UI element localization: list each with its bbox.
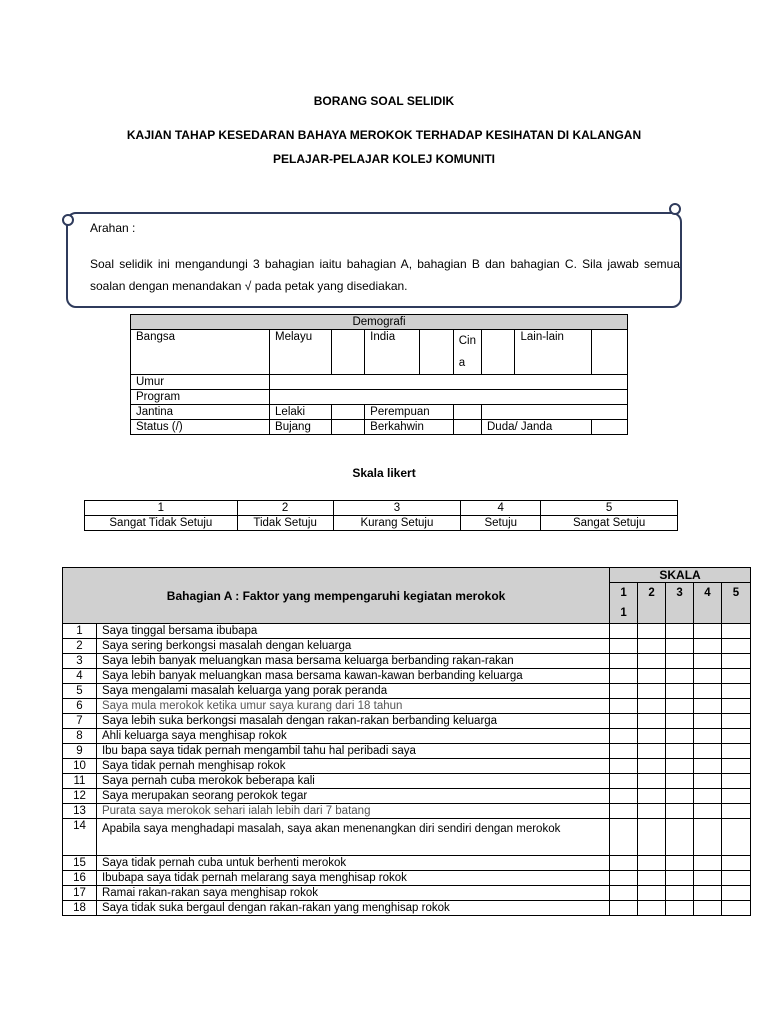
table-row xyxy=(63,774,751,789)
scale-checkbox-1[interactable] xyxy=(610,886,638,901)
scale-checkbox-2[interactable] xyxy=(638,729,666,744)
scale-checkbox-1[interactable] xyxy=(610,624,638,639)
scale-checkbox-5[interactable] xyxy=(721,856,750,871)
table-row xyxy=(63,654,751,669)
item-number: 13 xyxy=(63,804,97,819)
skala-number: 2 xyxy=(638,583,666,624)
scale-checkbox-4[interactable] xyxy=(694,639,722,654)
skala-extra-number: 1 xyxy=(620,607,627,619)
table-row xyxy=(63,804,751,819)
table-row xyxy=(63,714,751,729)
cina-label-part2: a xyxy=(458,357,466,369)
lelaki-checkbox[interactable] xyxy=(331,405,364,420)
scale-checkbox-3[interactable] xyxy=(666,744,694,759)
scale-checkbox-4[interactable] xyxy=(694,759,722,774)
scale-checkbox-5[interactable] xyxy=(721,886,750,901)
likert-label: Tidak Setuju xyxy=(237,516,333,531)
item-statement: Saya pernah cuba merokok beberapa kali xyxy=(96,774,609,789)
instructions-label: Arahan : xyxy=(90,221,136,235)
table-row xyxy=(63,684,751,699)
scale-checkbox-5[interactable] xyxy=(721,871,750,886)
bujang-checkbox[interactable] xyxy=(331,420,364,435)
scale-checkbox-3[interactable] xyxy=(666,886,694,901)
lelaki-label: Lelaki xyxy=(270,405,332,420)
scale-checkbox-3[interactable] xyxy=(666,804,694,819)
scale-checkbox-4[interactable] xyxy=(694,744,722,759)
scale-checkbox-4[interactable] xyxy=(694,871,722,886)
scale-checkbox-2[interactable] xyxy=(638,624,666,639)
scale-checkbox-5[interactable] xyxy=(721,624,750,639)
scale-checkbox-1[interactable] xyxy=(610,669,638,684)
scale-checkbox-2[interactable] xyxy=(638,819,666,856)
umur-field[interactable] xyxy=(270,375,628,390)
item-statement: Saya tidak pernah cuba untuk berhenti merokok xyxy=(96,856,609,871)
instructions-text: Soal selidik ini mengandungi 3 bahagian iaitu bahagian A, bahagian B dan bahagian C. Sila jawab semua soalan dengan menandakan √ pada petak yang disediakan. xyxy=(90,257,680,293)
scale-checkbox-1[interactable] xyxy=(610,729,638,744)
india-label: India xyxy=(365,330,420,375)
scale-checkbox-2[interactable] xyxy=(638,744,666,759)
scale-checkbox-2[interactable] xyxy=(638,714,666,729)
scroll-curl-right-icon xyxy=(669,203,681,215)
bangsa-label: Bangsa xyxy=(131,330,270,375)
perempuan-checkbox[interactable] xyxy=(453,405,481,420)
item-number: 18 xyxy=(63,901,97,916)
scale-checkbox-1[interactable] xyxy=(610,759,638,774)
scale-checkbox-3[interactable] xyxy=(666,684,694,699)
scale-checkbox-2[interactable] xyxy=(638,856,666,871)
item-statement: Saya tidak suka bergaul dengan rakan-rakan yang menghisap rokok xyxy=(96,901,609,916)
item-statement: Saya sering berkongsi masalah dengan keluarga xyxy=(96,639,609,654)
scale-checkbox-5[interactable] xyxy=(721,684,750,699)
table-row xyxy=(63,639,751,654)
likert-number: 2 xyxy=(237,501,333,516)
section-a-table xyxy=(62,567,751,916)
scale-checkbox-3[interactable] xyxy=(666,639,694,654)
table-row xyxy=(63,624,751,639)
table-row xyxy=(63,886,751,901)
table-row xyxy=(63,729,751,744)
likert-title: Skala likert xyxy=(352,466,416,480)
item-number: 4 xyxy=(63,669,97,684)
scale-checkbox-2[interactable] xyxy=(638,901,666,916)
scale-checkbox-1[interactable] xyxy=(610,804,638,819)
item-number: 14 xyxy=(63,819,97,856)
lain-lain-checkbox[interactable] xyxy=(591,330,627,375)
item-number: 9 xyxy=(63,744,97,759)
scale-checkbox-4[interactable] xyxy=(694,886,722,901)
bujang-label: Bujang xyxy=(270,420,332,435)
likert-number: 4 xyxy=(461,501,541,516)
item-number: 8 xyxy=(63,729,97,744)
item-statement: Saya tinggal bersama ibubapa xyxy=(96,624,609,639)
demographics-title: Demografi xyxy=(131,315,628,330)
likert-label: Setuju xyxy=(461,516,541,531)
item-statement: Saya lebih banyak meluangkan masa bersama kawan-kawan berbanding keluarga xyxy=(96,669,609,684)
skala-number: 5 xyxy=(721,583,750,624)
cina-label-part1: Cin xyxy=(458,335,476,347)
perempuan-label: Perempuan xyxy=(365,405,454,420)
scale-checkbox-4[interactable] xyxy=(694,684,722,699)
scale-checkbox-2[interactable] xyxy=(638,789,666,804)
section-a-title: Bahagian A : Faktor yang mempengaruhi kegiatan merokok xyxy=(63,568,610,624)
scale-checkbox-1[interactable] xyxy=(610,901,638,916)
scale-checkbox-3[interactable] xyxy=(666,819,694,856)
scale-checkbox-2[interactable] xyxy=(638,804,666,819)
scale-checkbox-4[interactable] xyxy=(694,901,722,916)
scale-checkbox-5[interactable] xyxy=(721,819,750,856)
scale-checkbox-1[interactable] xyxy=(610,819,638,856)
item-statement: Saya mengalami masalah keluarga yang porak peranda xyxy=(96,684,609,699)
table-row xyxy=(63,789,751,804)
scale-checkbox-5[interactable] xyxy=(721,699,750,714)
india-checkbox[interactable] xyxy=(419,330,453,375)
scale-checkbox-5[interactable] xyxy=(721,774,750,789)
table-row xyxy=(63,871,751,886)
duda-janda-checkbox[interactable] xyxy=(591,420,627,435)
scale-checkbox-4[interactable] xyxy=(694,819,722,856)
table-row xyxy=(63,759,751,774)
table-row xyxy=(63,699,751,714)
scale-checkbox-1[interactable] xyxy=(610,744,638,759)
scale-checkbox-3[interactable] xyxy=(666,774,694,789)
scale-checkbox-5[interactable] xyxy=(721,901,750,916)
scale-checkbox-5[interactable] xyxy=(721,789,750,804)
scale-checkbox-3[interactable] xyxy=(666,856,694,871)
scale-checkbox-4[interactable] xyxy=(694,729,722,744)
item-statement: Saya mula merokok ketika umur saya kurang dari 18 tahun xyxy=(96,699,609,714)
melayu-label: Melayu xyxy=(270,330,332,375)
item-statement: Ramai rakan-rakan saya menghisap rokok xyxy=(96,886,609,901)
jantina-label: Jantina xyxy=(131,405,270,420)
skala-col-1 xyxy=(610,583,638,624)
scale-checkbox-2[interactable] xyxy=(638,871,666,886)
scale-checkbox-3[interactable] xyxy=(666,714,694,729)
scale-checkbox-3[interactable] xyxy=(666,654,694,669)
scroll-curl-left-icon xyxy=(62,214,74,226)
program-label: Program xyxy=(131,390,270,405)
item-number: 5 xyxy=(63,684,97,699)
likert-number: 3 xyxy=(333,501,461,516)
scale-checkbox-2[interactable] xyxy=(638,639,666,654)
item-number: 12 xyxy=(63,789,97,804)
scale-checkbox-4[interactable] xyxy=(694,654,722,669)
scale-checkbox-3[interactable] xyxy=(666,901,694,916)
scale-checkbox-4[interactable] xyxy=(694,789,722,804)
scale-checkbox-2[interactable] xyxy=(638,774,666,789)
cina-checkbox[interactable] xyxy=(482,330,515,375)
scale-checkbox-5[interactable] xyxy=(721,669,750,684)
scale-checkbox-1[interactable] xyxy=(610,639,638,654)
scale-checkbox-5[interactable] xyxy=(721,759,750,774)
study-title-line1: KAJIAN TAHAP KESEDARAN BAHAYA MEROKOK TERHADAP KESIHATAN DI KALANGAN xyxy=(126,128,642,142)
table-row xyxy=(63,856,751,871)
item-number: 17 xyxy=(63,886,97,901)
scale-checkbox-1[interactable] xyxy=(610,789,638,804)
scale-checkbox-1[interactable] xyxy=(610,856,638,871)
jantina-empty xyxy=(482,405,628,420)
likert-label: Kurang Setuju xyxy=(333,516,461,531)
scale-checkbox-5[interactable] xyxy=(721,804,750,819)
item-statement: Saya merupakan seorang perokok tegar xyxy=(96,789,609,804)
item-number: 11 xyxy=(63,774,97,789)
scale-checkbox-3[interactable] xyxy=(666,759,694,774)
scale-checkbox-2[interactable] xyxy=(638,759,666,774)
item-number: 15 xyxy=(63,856,97,871)
umur-label: Umur xyxy=(131,375,270,390)
scale-checkbox-3[interactable] xyxy=(666,669,694,684)
item-number: 16 xyxy=(63,871,97,886)
table-row xyxy=(63,669,751,684)
study-title-line2: PELAJAR-PELAJAR KOLEJ KOMUNITI xyxy=(272,152,496,166)
skala-number: 1 xyxy=(620,587,627,599)
item-statement: Ibu bapa saya tidak pernah mengambil tahu hal peribadi saya xyxy=(96,744,609,759)
item-statement: Apabila saya menghadapi masalah, saya akan menenangkan diri sendiri dengan merokok xyxy=(96,819,609,856)
scale-checkbox-3[interactable] xyxy=(666,789,694,804)
scale-checkbox-3[interactable] xyxy=(666,871,694,886)
berkahwin-label: Berkahwin xyxy=(365,420,454,435)
lain-lain-label: Lain-lain xyxy=(515,330,591,375)
scale-checkbox-5[interactable] xyxy=(721,639,750,654)
scale-checkbox-3[interactable] xyxy=(666,729,694,744)
skala-header: SKALA xyxy=(610,568,751,583)
item-number: 2 xyxy=(63,639,97,654)
scale-checkbox-2[interactable] xyxy=(638,886,666,901)
scale-checkbox-4[interactable] xyxy=(694,624,722,639)
duda-janda-label: Duda/ Janda xyxy=(482,420,592,435)
likert-label: Sangat Setuju xyxy=(541,516,678,531)
program-field[interactable] xyxy=(270,390,628,405)
scale-checkbox-4[interactable] xyxy=(694,804,722,819)
scale-checkbox-1[interactable] xyxy=(610,774,638,789)
scale-checkbox-4[interactable] xyxy=(694,774,722,789)
item-statement: Ahli keluarga saya menghisap rokok xyxy=(96,729,609,744)
likert-number: 1 xyxy=(85,501,238,516)
scale-checkbox-2[interactable] xyxy=(638,684,666,699)
scale-checkbox-5[interactable] xyxy=(721,744,750,759)
scale-checkbox-5[interactable] xyxy=(721,729,750,744)
scale-checkbox-5[interactable] xyxy=(721,654,750,669)
skala-number: 3 xyxy=(666,583,694,624)
scale-checkbox-4[interactable] xyxy=(694,699,722,714)
item-statement: Saya tidak pernah menghisap rokok xyxy=(96,759,609,774)
item-number: 10 xyxy=(63,759,97,774)
item-statement: Saya lebih banyak meluangkan masa bersama keluarga berbanding rakan-rakan xyxy=(96,654,609,669)
scale-checkbox-2[interactable] xyxy=(638,699,666,714)
table-row xyxy=(63,819,751,856)
scale-checkbox-1[interactable] xyxy=(610,699,638,714)
scale-checkbox-1[interactable] xyxy=(610,654,638,669)
table-row xyxy=(63,744,751,759)
table-row xyxy=(63,901,751,916)
item-number: 6 xyxy=(63,699,97,714)
melayu-checkbox[interactable] xyxy=(331,330,364,375)
item-statement: Saya lebih suka berkongsi masalah dengan rakan-rakan berbanding keluarga xyxy=(96,714,609,729)
form-title: BORANG SOAL SELIDIK xyxy=(313,94,455,108)
skala-number: 4 xyxy=(694,583,722,624)
scale-checkbox-2[interactable] xyxy=(638,654,666,669)
item-number: 7 xyxy=(63,714,97,729)
scale-checkbox-5[interactable] xyxy=(721,714,750,729)
item-number: 3 xyxy=(63,654,97,669)
scale-checkbox-3[interactable] xyxy=(666,699,694,714)
scale-checkbox-4[interactable] xyxy=(694,714,722,729)
status-label: Status (/) xyxy=(131,420,270,435)
scale-checkbox-2[interactable] xyxy=(638,669,666,684)
scale-checkbox-4[interactable] xyxy=(694,669,722,684)
likert-number: 5 xyxy=(541,501,678,516)
scale-checkbox-1[interactable] xyxy=(610,871,638,886)
cina-label xyxy=(453,330,481,375)
scale-checkbox-3[interactable] xyxy=(666,624,694,639)
item-number: 1 xyxy=(63,624,97,639)
scale-checkbox-4[interactable] xyxy=(694,856,722,871)
demographics-table xyxy=(130,314,628,435)
likert-scale-table xyxy=(84,500,678,531)
scale-checkbox-1[interactable] xyxy=(610,684,638,699)
berkahwin-checkbox[interactable] xyxy=(453,420,481,435)
scale-checkbox-1[interactable] xyxy=(610,714,638,729)
item-statement: Purata saya merokok sehari ialah lebih dari 7 batang xyxy=(96,804,609,819)
item-statement: Ibubapa saya tidak pernah melarang saya menghisap rokok xyxy=(96,871,609,886)
likert-label: Sangat Tidak Setuju xyxy=(85,516,238,531)
